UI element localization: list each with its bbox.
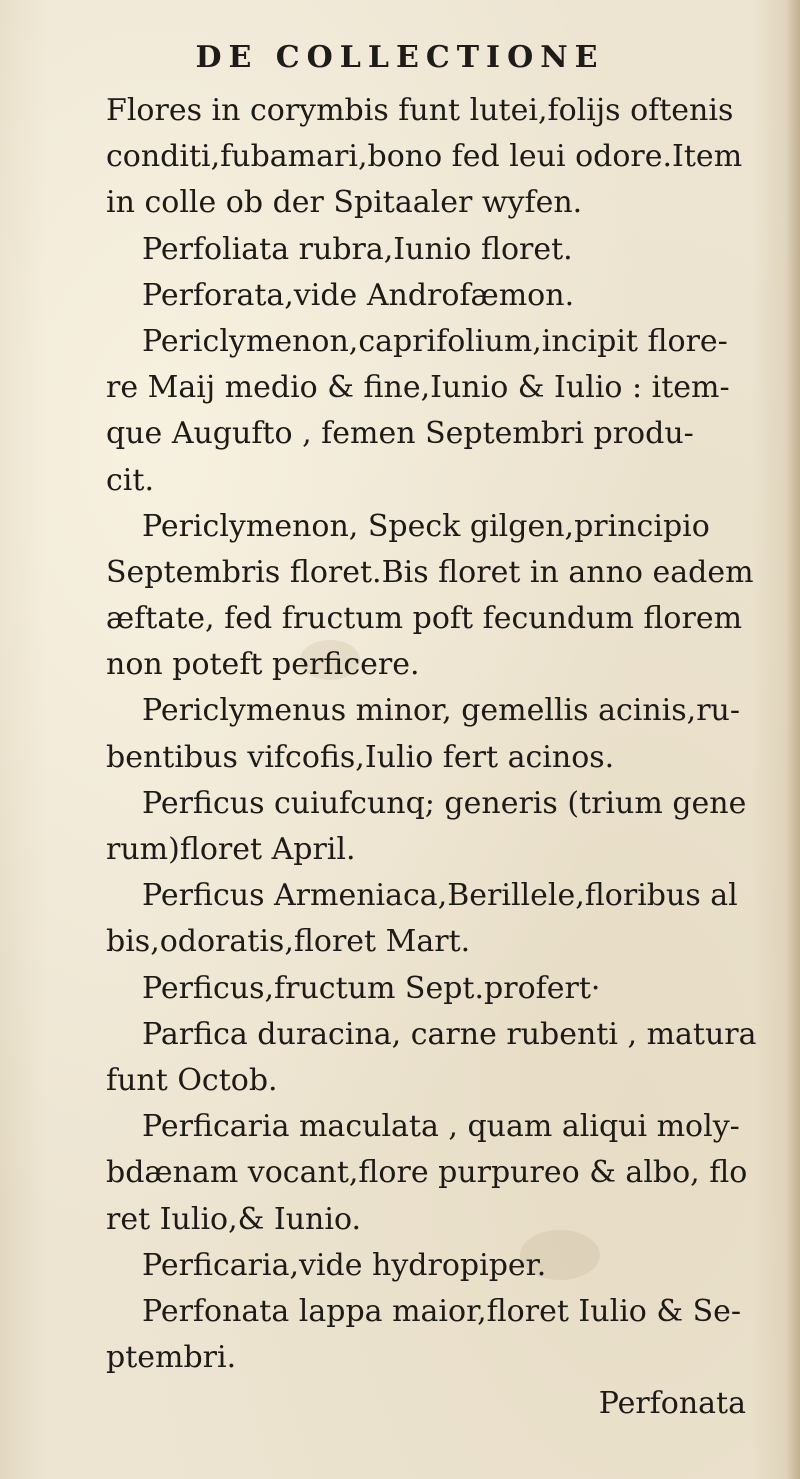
catchword: [106, 1381, 746, 1427]
text-line-content: re Maij medio & fine,Iunio & Iulio : item-: [106, 370, 730, 406]
text-line-content: Periclymenus minor, gemellis acinis,ru-: [142, 693, 740, 729]
text-line: [106, 411, 746, 457]
text-line-content: Periclymenon,caprifolium,incipit flore-: [142, 323, 728, 359]
text-line-content: bis,odoratis,floret Mart.: [106, 924, 471, 960]
text-line-content: que Augufto , femen Septembri produ-: [106, 416, 694, 452]
text-line: [106, 227, 746, 273]
text-line: [106, 1197, 746, 1243]
text-line: [106, 504, 746, 550]
text-line: [106, 319, 746, 365]
text-line-content: Perforata,vide Androfæmon.: [142, 277, 575, 313]
text-line-content: æftate, fed fructum poft fecundum florem: [106, 601, 743, 637]
text-line-content: Parfica duracina, carne rubenti , matura: [142, 1016, 757, 1052]
text-line-content: Perfonata lappa maior,floret Iulio & Se-: [142, 1293, 742, 1329]
text-line-content: Flores in corymbis funt lutei,folijs oftenis: [106, 93, 734, 128]
text-line-content: Perficaria maculata , quam aliqui moly-: [142, 1109, 740, 1145]
text-line-content: rum)floret April.: [106, 832, 356, 867]
text-line-content: non poteft perficere.: [106, 647, 420, 683]
text-line: [106, 458, 746, 504]
text-line-content: cit.: [106, 462, 154, 498]
text-line: [106, 873, 746, 919]
text-line: [106, 134, 746, 180]
text-block: [106, 88, 757, 1427]
text-line: [106, 688, 746, 734]
text-line-content: Perfonata: [598, 1386, 746, 1422]
text-line: [106, 642, 746, 688]
text-line-content: Perfoliata rubra,Iunio floret.: [142, 231, 573, 267]
text-line-content: ptembri.: [106, 1340, 237, 1376]
text-line-content: funt Octob.: [106, 1062, 278, 1098]
text-line: [106, 919, 746, 965]
text-line-content: in colle ob der Spitaaler wyfen.: [106, 185, 583, 221]
text-line: [106, 1058, 746, 1104]
text-line-content: Perficaria,vide hydropiper.: [142, 1247, 547, 1283]
text-line-content: Perficus,fructum Sept.profert·: [142, 970, 601, 1006]
text-line: [106, 1150, 746, 1196]
text-line: [106, 735, 746, 781]
text-line: [106, 827, 746, 873]
text-line-content: bentibus vifcofis,Iulio fert acinos.: [106, 739, 615, 775]
page-edge-shadow: [786, 0, 800, 1479]
text-line-content: Perficus Armeniaca,Berillele,floribus al: [142, 878, 738, 914]
text-line-content: Periclymenon, Speck gilgen,principio: [142, 508, 710, 544]
text-line-content: ret Iulio,& Iunio.: [106, 1201, 362, 1237]
text-line: [106, 1104, 746, 1150]
running-header: DE COLLECTIONE: [195, 40, 605, 75]
text-line: [106, 550, 754, 596]
text-line: [106, 1012, 757, 1058]
text-line: [106, 781, 746, 827]
text-line: [106, 1243, 746, 1289]
text-line-content: bdænam vocant,flore purpureo & albo, flo: [106, 1155, 748, 1191]
text-line: [106, 180, 746, 226]
text-line: [106, 596, 746, 642]
text-line-content: Perficus cuiufcunq; generis (trium gene: [142, 785, 747, 821]
text-line-content: Septembris floret.Bis floret in anno eadem: [106, 554, 754, 590]
text-line: [106, 88, 746, 134]
text-line: [106, 365, 746, 411]
text-line: [106, 1335, 746, 1381]
text-line: [106, 966, 746, 1012]
text-line-content: conditi,fubamari,bono fed leui odore.Item: [106, 139, 743, 175]
text-line: [106, 273, 746, 319]
text-line: [106, 1289, 746, 1335]
